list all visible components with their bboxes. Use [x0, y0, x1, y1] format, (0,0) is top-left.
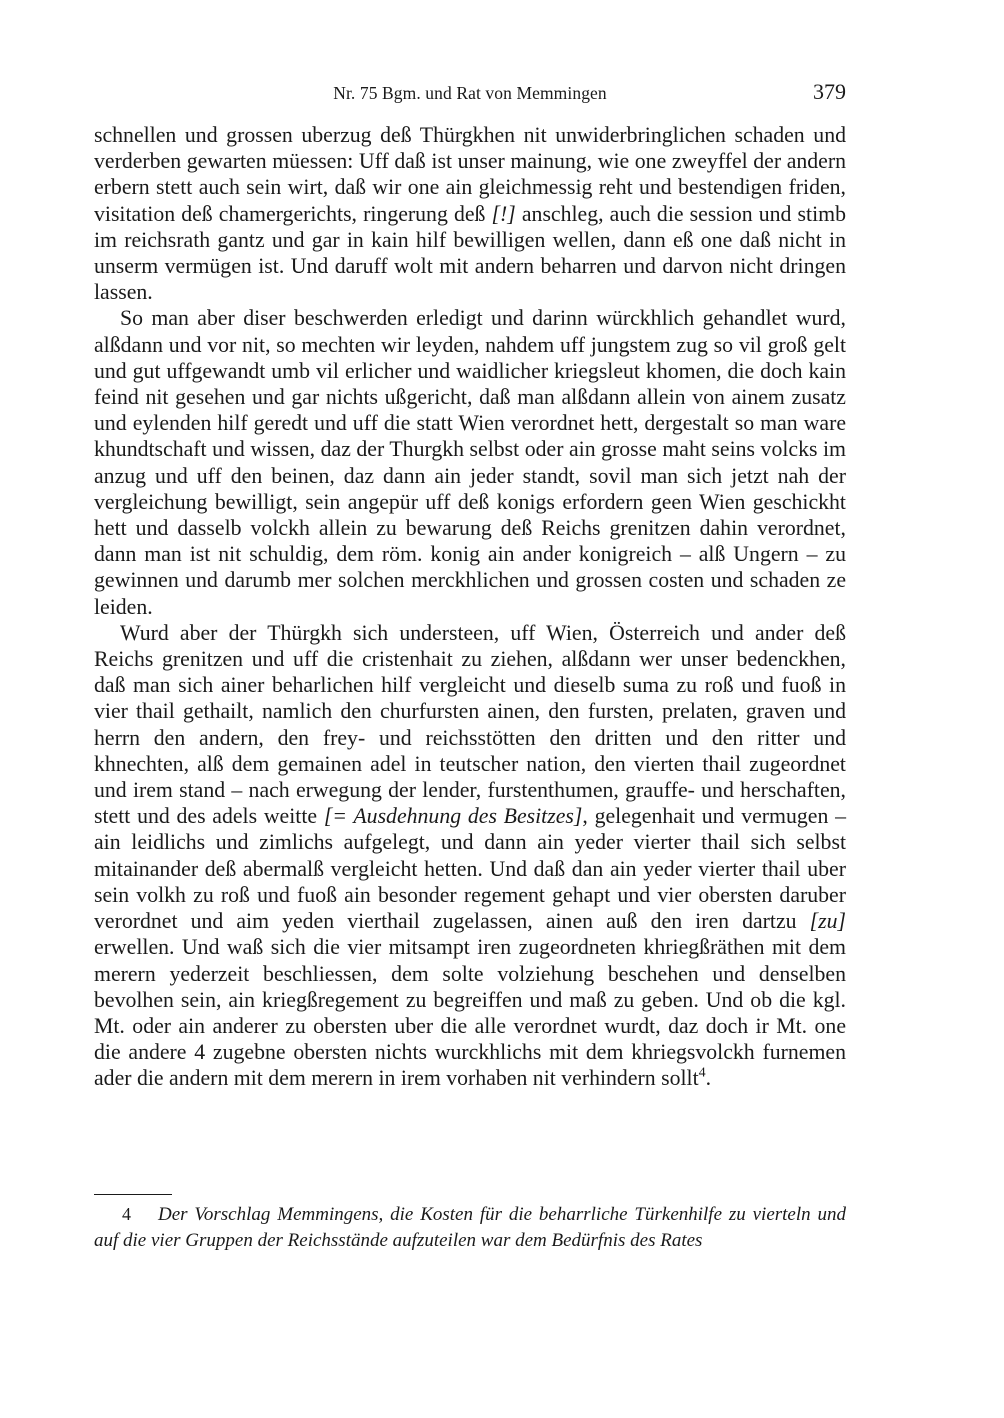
paragraph-3-text-b: , gelegenhait und vermugen – ain leidlichs und zimlichs aufgelegt, und dann ain yeder vierter thail sich selbst mitainander deß abermalß vergleicht hetten. Und daß dan ain yeder vierter thail uber sein volkh zu roß und fuoß ain besonder regement gehapt und vier obersten daruber verordnet und aim yeden vierthail zugelassen, ainen auß den iren dartzu	[94, 804, 846, 934]
paragraph-3-text-a: Wurd aber der Thürgkh sich understeen, uff Wien, Österreich und ander deß Reichs grenitzen und uff die cristenhait zu ziehen, alßdann wer unser bedenckhen, daß man sich ainer beharlichen hilf vergleicht und dieselb suma zu roß und fuoß in vier thail gethailt, namlich den churfursten ainen, den fursten, prelaten, graven und herrn den andern, den frey- und reichsstötten den dritten und den ritter und khnechten, alß dem gemainen adel in teutscher nation, den vierten thail zugeordnet und irem stand – nach erwegung der lender, furstenthumen, grauffe- und herschaften, stett und des adels weitte	[94, 620, 846, 829]
page-header	[94, 79, 846, 109]
footnote-number: 4	[122, 1204, 131, 1224]
paragraph-1-text-rest: anschleg, auch die session und stimb im reichsrath gantz und gar in kain hilf bewilligen wellen, dann eß one daß nicht in unserm vermügen ist. Und daruff wolt mit andern beharren und darvon nicht dringen lassen.	[94, 201, 846, 305]
page-number: 379	[813, 79, 846, 104]
paragraph-2: So man aber diser beschwerden erledigt und darinn würckhlich gehandlet wurd, alßdann und vor nit, so mechten wir leyden, nahdem uff jungstem zug so vil groß gelt und gut uffgewandt umb vil erlicher und waidlicher kriegsleut khomen, die doch kain feind nit gesehen und gar nichts ußgericht, daß man alßdann allein von ainem zusatz und eylenden hilf geredt und uff die statt Wien verordnet hett, dergestalt so man ware khundtschaft und wissen, daz der Thurgkh selbst oder ain grosse maht seins volcks im anzug und uff den beinen, daz dann ain jeder standt, sovil man sich jetzt nah der vergleichung bewilligt, sein angepür uff deß konigs erfordern geen Wien geschickht hett und dasselb volckh allein zu bewarung deß Reichs grenitzen dahin verordnet, dann man ist nit schuldig, dem röm. konig ain ander konigreich – alß Ungern – zu gewinnen und darumb mer solchen merckhlichen und grossen costen und schaden ze leiden.	[94, 306, 846, 619]
main-text	[94, 122, 846, 1092]
footnote-text: Der Vorschlag Memmingens, die Kosten für die beharrliche Türkenhilfe zu vierteln und auf die vier Gruppen der Reichsstände aufzuteilen war dem Bedürfnis des Rates	[94, 1204, 846, 1251]
footnote	[94, 1202, 846, 1253]
paragraph-1	[94, 122, 846, 305]
footnote-divider	[94, 1194, 172, 1195]
paragraph-3-end: .	[705, 1066, 712, 1091]
editorial-note: [zu]	[809, 909, 847, 934]
footnote-reference[interactable]: 4	[698, 1066, 706, 1082]
running-head: Nr. 75 Bgm. und Rat von Memmingen	[333, 83, 607, 103]
editorial-note: [!]	[491, 201, 516, 226]
paragraph-3-text-c: erwellen. Und waß sich die vier mitsampt iren zugeordneten khriegßräthen mit dem merern yederzeit beschliessen, dem solte volziehung beschehen und denselben bevolhen sein, ain kriegßregement zu begreiffen und maß zu geben. Und ob die kgl. Mt. oder ain anderer zu obersten uber die alle verordnet wurdt, daz doch ir Mt. one die andere 4 zugebne obersten nichts wurckhlichs mit dem khriegsvolckh furnemen ader die andern mit dem merern in irem vorhaben nit verhindern sollt	[94, 935, 846, 1091]
paragraph-3	[94, 620, 846, 1092]
paragraph-1-text: schnellen und grossen uberzug deß Thürgkhen nit unwiderbringlichen schaden und verderben gewarten müessen: Uff daß ist unser mainung, wie one zweyffel der andern erbern stett auch sein wirt, daß wir one ain gleichmessig reht und bestendigen friden, visitation deß chamergerichts, ringerung deß	[94, 123, 846, 226]
editorial-note: [= Ausdehnung des Besitzes]	[323, 804, 583, 829]
